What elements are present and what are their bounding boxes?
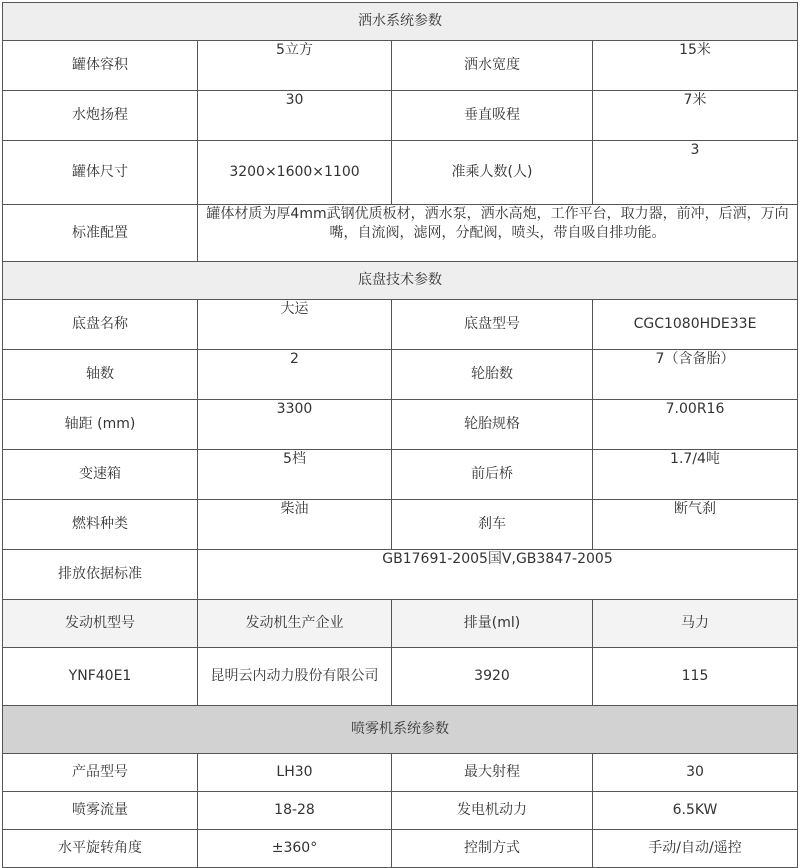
param-value: LH30 xyxy=(198,754,392,792)
param-label: 水平旋转角度 xyxy=(3,830,198,868)
param-label: 前后桥 xyxy=(392,450,593,500)
param-value: 5立方 xyxy=(198,41,392,91)
section-title: 喷雾机系统参数 xyxy=(3,706,798,754)
param-value: 30 xyxy=(593,754,798,792)
engine-value: YNF40E1 xyxy=(3,648,198,706)
section-title: 洒水系统参数 xyxy=(3,3,798,41)
param-label: 发电机动力 xyxy=(392,792,593,830)
param-label: 准乘人数(人) xyxy=(392,141,593,205)
table-row xyxy=(3,400,798,450)
engine-value: 3920 xyxy=(392,648,593,706)
standard-config-text: 罐体材质为厚4mm武钢优质板材，洒水泵，洒水高炮，工作平台，取力器，前冲，后洒，万向嘴，自流阀，滤网，分配阀，喷头，带自吸自排功能。 xyxy=(198,205,798,262)
param-value: 6.5KW xyxy=(593,792,798,830)
column-header: 马力 xyxy=(593,600,798,648)
param-value: 大运 xyxy=(198,300,392,350)
table-row-emission xyxy=(3,550,798,600)
table-row xyxy=(3,300,798,350)
param-value: CGC1080HDE33E xyxy=(593,300,798,350)
param-value: 1.7/4吨 xyxy=(593,450,798,500)
param-label: 轮胎规格 xyxy=(392,400,593,450)
column-header: 发动机型号 xyxy=(3,600,198,648)
param-label: 轮胎数 xyxy=(392,350,593,400)
param-label: 垂直吸程 xyxy=(392,91,593,141)
param-value: 柴油 xyxy=(198,500,392,550)
table-row xyxy=(3,830,798,868)
param-label: 刹车 xyxy=(392,500,593,550)
param-value: 7米 xyxy=(593,91,798,141)
engine-header-row xyxy=(3,600,798,648)
table-row xyxy=(3,141,798,205)
param-label: 变速箱 xyxy=(3,450,198,500)
engine-value: 昆明云内动力股份有限公司 xyxy=(198,648,392,706)
param-label: 水炮扬程 xyxy=(3,91,198,141)
param-value: 手动/自动/遥控 xyxy=(593,830,798,868)
column-header: 排量(ml) xyxy=(392,600,593,648)
table-row xyxy=(3,754,798,792)
param-value: 3300 xyxy=(198,400,392,450)
param-label: 标准配置 xyxy=(3,205,198,262)
param-value: 3 xyxy=(593,141,798,205)
param-value: 30 xyxy=(198,91,392,141)
param-value: 15米 xyxy=(593,41,798,91)
param-label: 控制方式 xyxy=(392,830,593,868)
engine-value-row xyxy=(3,648,798,706)
param-value: 7.00R16 xyxy=(593,400,798,450)
param-label: 底盘名称 xyxy=(3,300,198,350)
column-header: 发动机生产企业 xyxy=(198,600,392,648)
param-label: 底盘型号 xyxy=(392,300,593,350)
param-label: 洒水宽度 xyxy=(392,41,593,91)
param-label: 轴数 xyxy=(3,350,198,400)
table-row xyxy=(3,500,798,550)
param-value: 5档 xyxy=(198,450,392,500)
table-row xyxy=(3,91,798,141)
table-row xyxy=(3,450,798,500)
section-header-water xyxy=(3,3,798,41)
param-value: 2 xyxy=(198,350,392,400)
param-label: 产品型号 xyxy=(3,754,198,792)
section-title: 底盘技术参数 xyxy=(3,262,798,300)
section-header-chassis xyxy=(3,262,798,300)
param-value: 断气刹 xyxy=(593,500,798,550)
section-header-sprayer xyxy=(3,706,798,754)
param-value: 7（含备胎） xyxy=(593,350,798,400)
emission-standard-text: GB17691-2005国Ⅴ,GB3847-2005 xyxy=(198,550,798,600)
spec-table xyxy=(2,2,798,868)
param-label: 喷雾流量 xyxy=(3,792,198,830)
engine-value: 115 xyxy=(593,648,798,706)
table-row-standard xyxy=(3,205,798,262)
param-value: 3200×1600×1100 xyxy=(198,141,392,205)
param-label: 燃料种类 xyxy=(3,500,198,550)
param-label: 罐体容积 xyxy=(3,41,198,91)
table-row xyxy=(3,41,798,91)
param-label: 排放依据标准 xyxy=(3,550,198,600)
param-label: 轴距 (mm) xyxy=(3,400,198,450)
param-label: 罐体尺寸 xyxy=(3,141,198,205)
param-label: 最大射程 xyxy=(392,754,593,792)
table-row xyxy=(3,792,798,830)
param-value: ±360° xyxy=(198,830,392,868)
param-value: 18-28 xyxy=(198,792,392,830)
table-row xyxy=(3,350,798,400)
